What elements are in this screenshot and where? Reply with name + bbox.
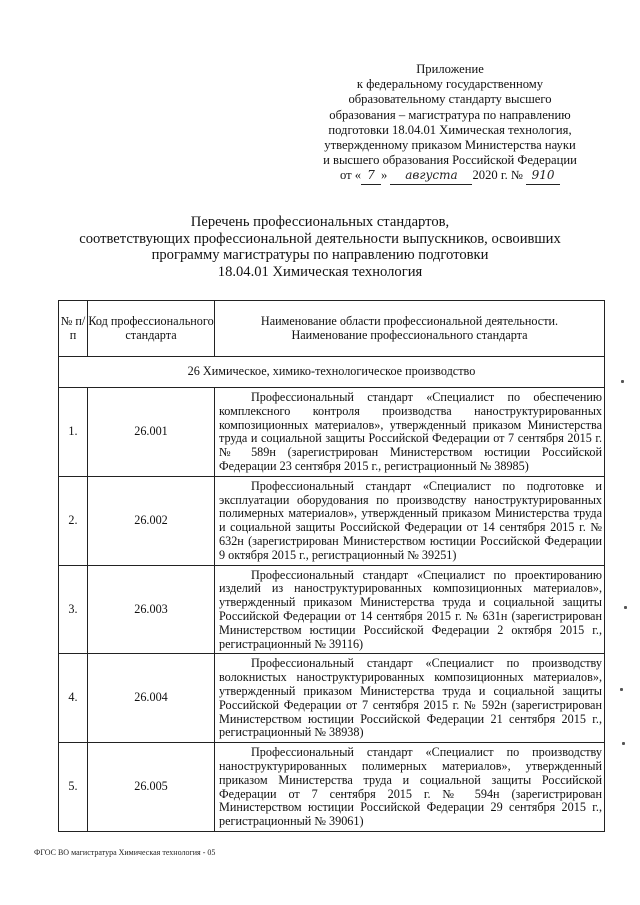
row-text: Профессиональный стандарт «Специалист по обеспечению комплексного контроля производства наноструктурированных композиционных материалов», утвержденный приказом Министерства труда и социальной защиты Российской Федерации от 7 сентября 2015 г. № 589н (зарегистрирован Министерством юстиции Российской Федерации 23 сентября 2015 г., регистрационный № 38985) [215,388,605,477]
standards-table [58,300,605,832]
row-code: 26.003 [88,565,215,654]
row-text: Профессиональный стандарт «Специалист по производству наноструктурированных полимерных материалов», утвержденный приказом Министерства труда и социальной защиты Российской Федерации от 7 сентября 2015 г. № 594н (зарегистрирован Министерством юстиции Российской Федерации 29 сентября 2015 г., регистрационный № 39061) [215,743,605,832]
title-line: соответствующих профессиональной деятельности выпускников, освоивших [79,230,561,247]
document-title [40,214,600,280]
row-code: 26.005 [88,743,215,832]
handwritten-day: 7 [361,168,381,184]
date-prefix: от « [339,168,362,183]
row-text: Профессиональный стандарт «Специалист по производству волокнистых наноструктурированных композиционных материалов», утвержденный приказом Министерства труда и социальной защиты Российской Федерации от 7 сентября 2015 г. № 592н (зарегистрирован Министерством юстиции Российской Федерации 21 сентября 2015 г., регистрационный № 38938) [215,654,605,743]
row-num: 2. [59,476,88,565]
handwritten-month: августа [390,168,472,184]
scan-speck [621,380,624,383]
title-line: Перечень профессиональных стандартов, [190,214,450,230]
date-mid: » [381,168,388,183]
row-code: 26.001 [88,388,215,477]
appendix-line: к федеральному государственному [356,77,544,92]
appendix-line: утвержденному приказом Министерства науки [324,138,576,153]
appendix-line: Приложение [416,62,484,76]
header-num: № п/п [59,301,88,357]
row-num: 1. [59,388,88,477]
header-name: Наименование области профессиональной деятельности. Наименование профессионального стандарта [215,301,605,357]
table-row [59,743,605,832]
row-num: 5. [59,743,88,832]
scan-speck [622,742,625,745]
date-year: 2020 г. № [472,168,523,183]
table-header-row [59,301,605,357]
section-row [59,357,605,388]
row-num: 3. [59,565,88,654]
row-text: Профессиональный стандарт «Специалист по проектированию изделий из наноструктурированных композиционных материалов», утвержденный приказом Министерства труда и социальной защиты Российской Федерации от 14 сентября 2015 г. № 631н (зарегистрирован Министерством юстиции Российской Федерации 2 октября 2015 г., регистрационный № 39116) [215,565,605,654]
header-code: Код профессионального стандарта [88,301,215,357]
row-code: 26.002 [88,476,215,565]
table-row [59,476,605,565]
appendix-line: образования – магистратура по направлению [329,107,571,122]
row-text: Профессиональный стандарт «Специалист по подготовке и эксплуатации оборудования по производству наноструктурированных полимерных материалов», утвержденный приказом Министерства труда и социальной защиты Российской Федерации от 14 сентября 2015 г. № 632н (зарегистрирован Министерством юстиции Российской Федерации 9 октября 2015 г., регистрационный № 39251) [215,476,605,565]
appendix-block [300,62,600,185]
handwritten-number: 910 [526,168,560,184]
title-line: 18.04.01 Химическая технология [217,263,423,280]
order-date-line [300,168,600,184]
appendix-line: образовательному стандарту высшего [348,92,552,107]
appendix-line: и высшего образования Российской Федерации [323,153,577,168]
scan-speck [624,606,627,609]
scan-speck [620,688,623,691]
footer-text: ФГОС ВО магистратура Химическая технология - 05 [34,848,216,857]
title-line: программу магистратуры по направлению подготовки [151,247,489,264]
section-title: 26 Химическое, химико-технологическое производство [59,357,605,388]
table-row [59,654,605,743]
table-row [59,388,605,477]
row-num: 4. [59,654,88,743]
appendix-line: подготовки 18.04.01 Химическая технология, [328,122,572,137]
table-row [59,565,605,654]
row-code: 26.004 [88,654,215,743]
